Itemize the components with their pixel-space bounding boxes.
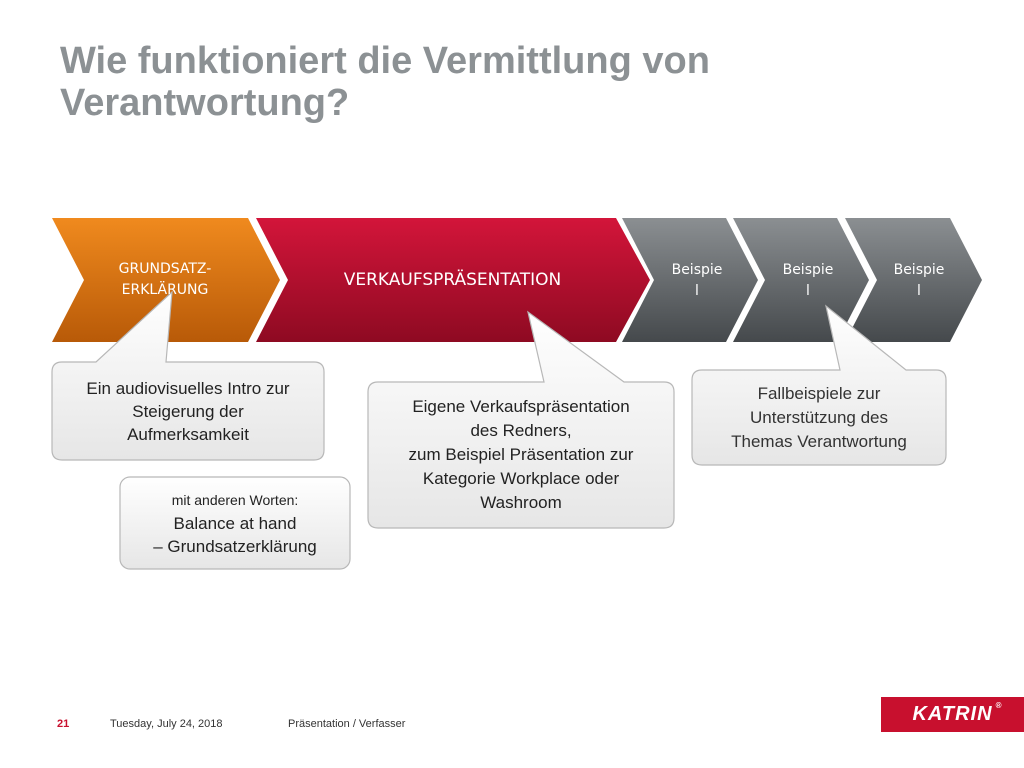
chevron-beispiel-1-label-line2: l <box>695 283 699 299</box>
callout-intro-text <box>55 366 321 456</box>
callout-verkauf-line5: Washroom <box>480 493 562 512</box>
footer-date: Tuesday, July 24, 2018 <box>110 718 223 730</box>
chevron-grundsatz-label <box>90 252 240 308</box>
chevron-grundsatz-label-line2: ERKLÄRUNG <box>121 282 209 298</box>
chevron-beispiel-2-label-line2: l <box>806 283 810 299</box>
callout-intro-line3: Aufmerksamkeit <box>127 424 249 444</box>
chevron-grundsatz-label-line1: GRUNDSATZ- <box>118 261 212 277</box>
callout-balance-line2: – Grundsatzerklärung <box>153 536 317 556</box>
callout-fall-line2: Unterstützung des <box>750 407 888 427</box>
chevron-beispiel-3-label-line2: l <box>917 283 921 299</box>
callout-fall-line1: Fallbeispiele zur <box>757 383 881 403</box>
callout-intro-line2: Steigerung der <box>132 401 244 421</box>
logo-registered-mark: ® <box>995 701 1003 710</box>
callout-verkauf-line3: zum Beispiel Präsentation zur <box>408 445 634 464</box>
chevron-beispiel-3-label <box>884 256 954 306</box>
logo-text: KATRIN <box>912 703 993 725</box>
chevron-verkauf-label <box>300 266 605 294</box>
chevron-beispiel-3-label-line1: Beispie <box>893 262 945 278</box>
callout-verkauf-line2: des Redners, <box>470 421 572 440</box>
callout-verkauf-line1: Eigene Verkaufspräsentation <box>412 397 630 416</box>
footer-presentation: Präsentation / Verfasser <box>288 718 406 730</box>
callout-balance-text <box>122 482 348 564</box>
callout-verkauf-text <box>371 386 671 524</box>
logo-text-wrap <box>912 701 1003 726</box>
callout-verkauf-line4: Kategorie Workplace oder <box>422 469 620 488</box>
callout-fall-text <box>695 373 943 462</box>
page-number: 21 <box>57 718 70 730</box>
callout-intro-line1: Ein audiovisuelles Intro zur <box>86 378 290 398</box>
slide-title: Wie funktioniert die Vermittlung von Verantwortung? <box>60 40 710 124</box>
callout-balance-small: mit anderen Worten: <box>171 491 299 508</box>
callout-fall-line3: Themas Verantwortung <box>731 431 907 451</box>
chevron-beispiel-2-label-line1: Beispie <box>782 262 834 278</box>
callout-balance-line1: Balance at hand <box>173 513 297 533</box>
chevron-beispiel-2-label <box>773 256 843 306</box>
katrin-logo <box>881 697 1024 732</box>
chevron-beispiel-1-label <box>662 256 732 306</box>
chevron-verkauf-label-text: VERKAUFSPRÄSENTATION <box>343 270 562 290</box>
chevron-beispiel-1-label-line1: Beispie <box>671 262 723 278</box>
